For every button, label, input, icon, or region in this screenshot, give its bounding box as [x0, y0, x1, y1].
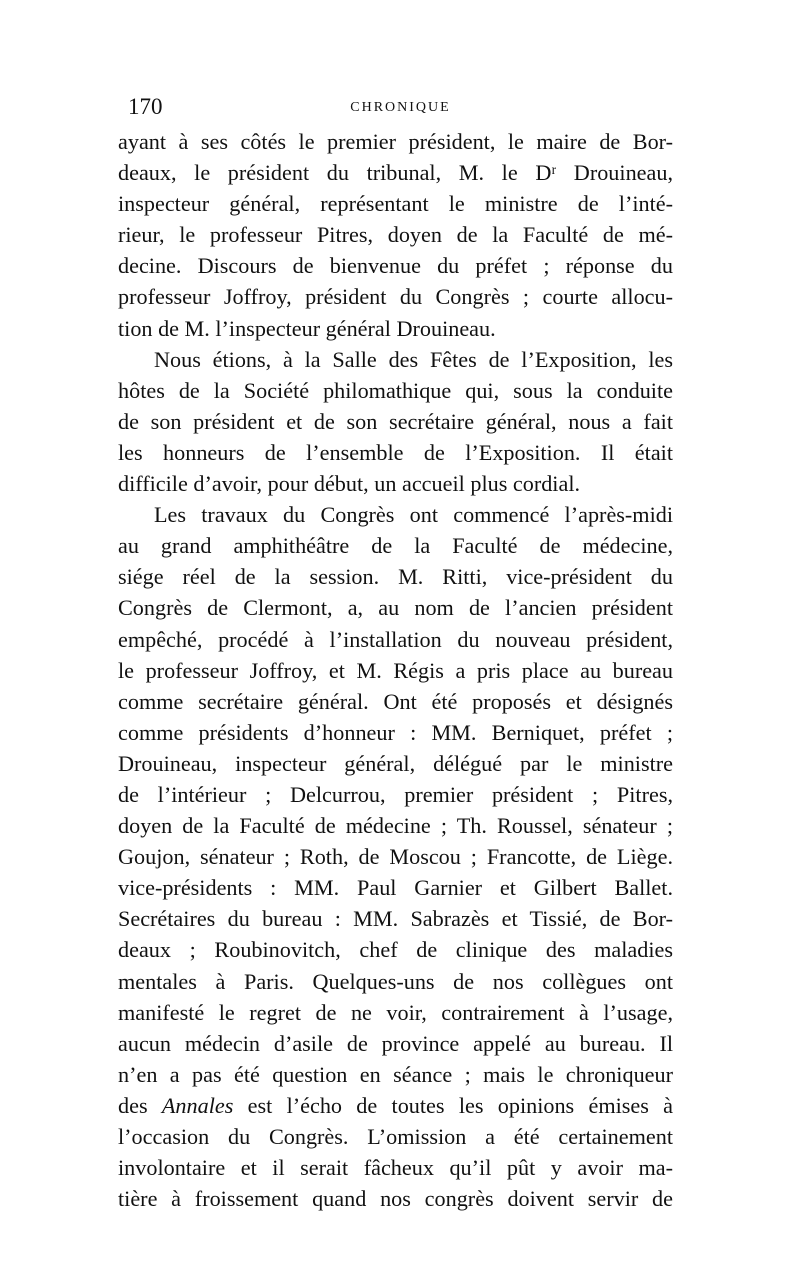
- text-line: difficile d’avoir, pour début, un accueil plus cordial.: [118, 471, 581, 497]
- page-number: 170: [128, 94, 163, 119]
- text-line: comme présidents d’honneur : MM. Berniquet, préfet ;: [118, 719, 673, 745]
- paragraph-2: [118, 344, 673, 499]
- text-line: les honneurs de l’ensemble de l’Exposition. Il était: [118, 439, 673, 465]
- text-line: au grand amphithéâtre de la Faculté de médecine,: [118, 533, 673, 559]
- text-line: l’occasion du Congrès. L’omission a été certainement: [118, 1124, 673, 1149]
- text-line: de son président et de son secrétaire général, nous a fait: [118, 408, 673, 434]
- text-line: inspecteur général, représentant le ministre de l’inté-: [118, 191, 673, 217]
- text-line: siége réel de la session. M. Ritti, vice-président du: [118, 564, 673, 590]
- paragraph-1: [118, 126, 673, 344]
- text-line: aucun médecin d’asile de province appelé au bureau. Il: [118, 1030, 673, 1056]
- body-text: [118, 126, 673, 1214]
- text-fragment: des: [118, 1092, 162, 1118]
- running-head: [128, 92, 673, 122]
- text-line: doyen de la Faculté de médecine ; Th. Roussel, sénateur ;: [118, 813, 673, 839]
- text-line: Goujon, sénateur ; Roth, de Moscou ; Francotte, de Liège.: [118, 844, 673, 870]
- text-line: de l’intérieur ; Delcurrou, premier président ; Pitres,: [118, 781, 673, 807]
- text-line: vice-présidents : MM. Paul Garnier et Gilbert Ballet.: [118, 875, 673, 901]
- text-line: involontaire et il serait fâcheux qu’il pût y avoir ma-: [118, 1155, 673, 1181]
- text-line: comme secrétaire général. Ont été proposés et désignés: [118, 688, 673, 714]
- text-line: tière à froissement quand nos congrès doivent servir de: [118, 1186, 673, 1212]
- text-line: Congrès de Clermont, a, au nom de l’ancien président: [118, 595, 673, 621]
- running-title: CHRONIQUE: [350, 100, 451, 115]
- text-line: Nous étions, à la Salle des Fêtes de l’Exposition, les: [154, 346, 673, 372]
- text-line: decine. Discours de bienvenue du préfet ; réponse du: [118, 253, 673, 279]
- text-line: deaux ; Roubinovitch, chef de clinique des maladies: [118, 937, 673, 963]
- text-line: professeur Joffroy, président du Congrès ; courte allocu-: [118, 284, 673, 310]
- text-line: deaux, le président du tribunal, M. le Dʳ Drouineau,: [118, 160, 673, 186]
- text-line-with-italic: [118, 1090, 673, 1121]
- text-line: Les travaux du Congrès ont commencé l’après-midi: [154, 502, 673, 528]
- text-line: manifesté le regret de ne voir, contrairement à l’usage,: [118, 999, 673, 1025]
- text-line: empêché, procédé à l’installation du nouveau président,: [118, 626, 673, 652]
- text-line: rieur, le professeur Pitres, doyen de la Faculté de mé-: [118, 222, 673, 248]
- text-line: Secrétaires du bureau : MM. Sabrazès et Tissié, de Bor-: [118, 906, 673, 932]
- text-fragment: est l’écho de toutes les opinions émises à: [233, 1092, 674, 1118]
- text-line: hôtes de la Société philomathique qui, sous la conduite: [118, 377, 673, 403]
- text-line: Drouineau, inspecteur général, délégué par le ministre: [118, 750, 673, 776]
- journal-title: Annales: [161, 1092, 234, 1118]
- paragraph-3: [118, 499, 673, 1214]
- text-line: ayant à ses côtés le premier président, le maire de Bor-: [118, 129, 673, 154]
- text-line: mentales à Paris. Quelques-uns de nos collègues ont: [118, 968, 673, 994]
- text-line: le professeur Joffroy, et M. Régis a pris place au bureau: [118, 657, 673, 683]
- text-line: tion de M. l’inspecteur général Drouineau.: [118, 315, 496, 341]
- text-line: n’en a pas été question en séance ; mais le chroniqueur: [118, 1061, 673, 1087]
